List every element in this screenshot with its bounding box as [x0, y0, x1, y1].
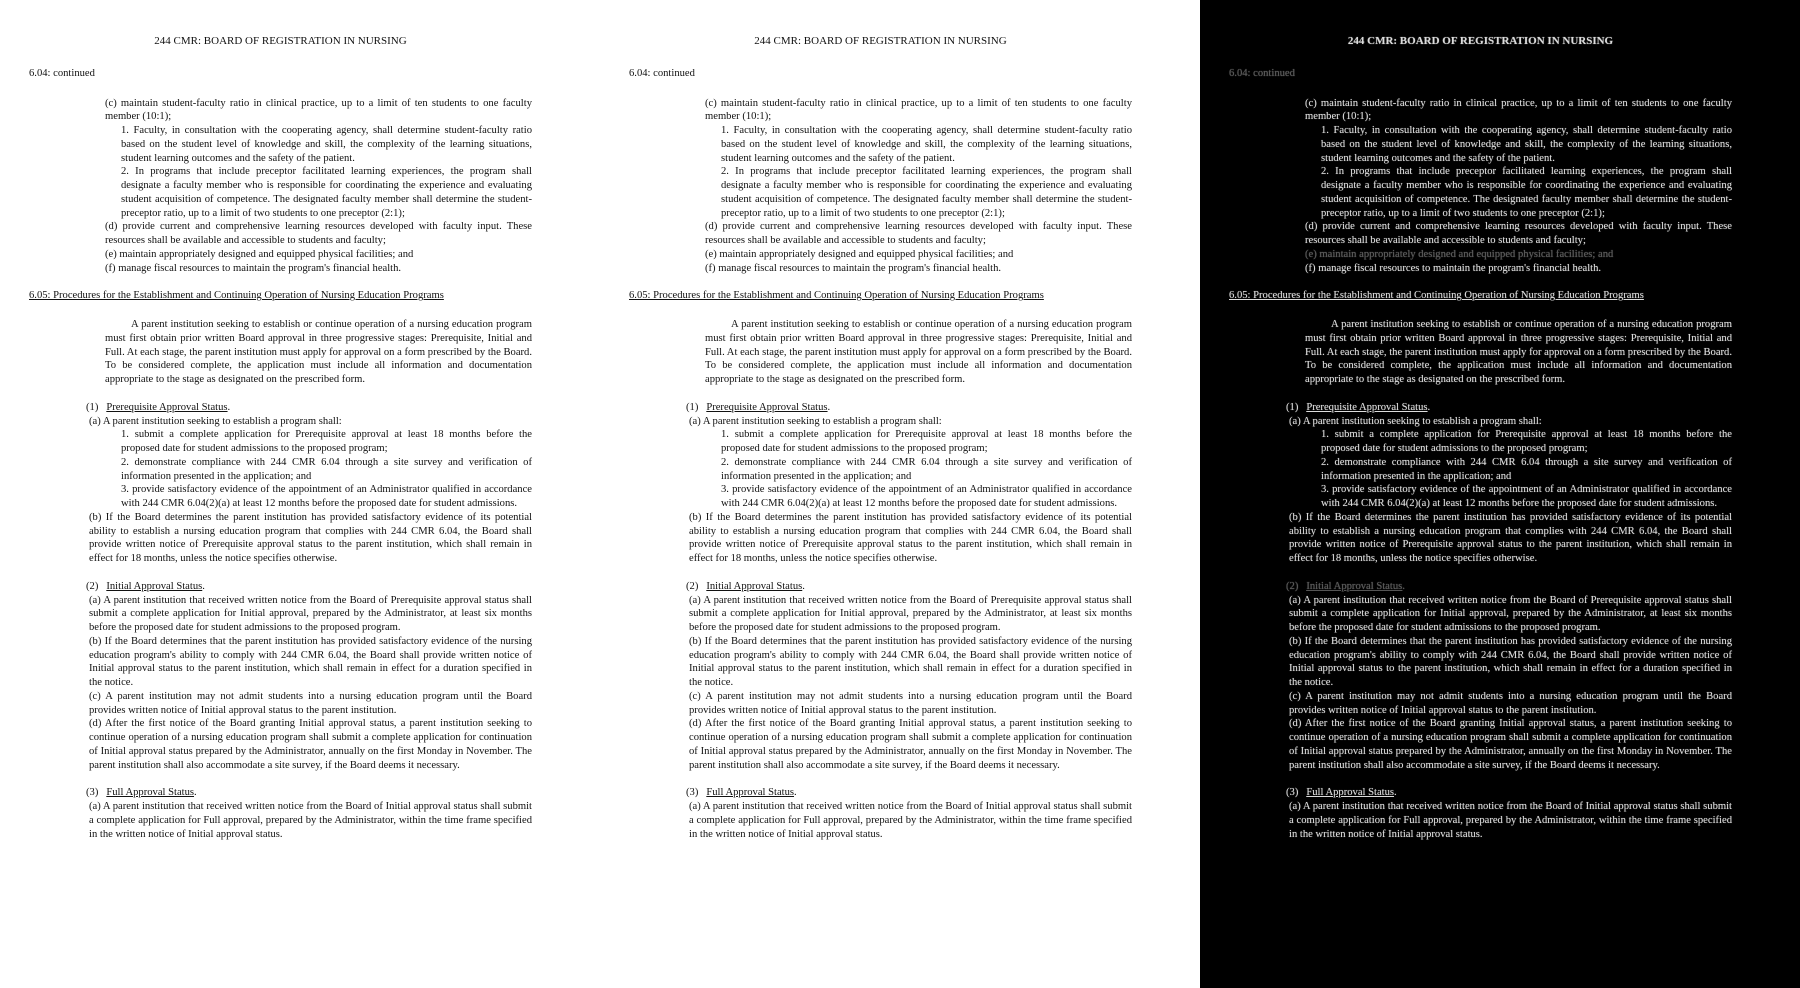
- p1-item-a: (a) A parent institution seeking to establish a program shall:: [1289, 415, 1542, 427]
- section-604-items: [29, 97, 532, 276]
- item-c1: 1. Faculty, in consultation with the cooperating agency, shall determine student-faculty ratio based on the student level of knowledge and skill, the complexity of the learning situations, student learning outcomes and the safety of the patient.: [721, 125, 1132, 164]
- subsection-title: Full Approval Status: [706, 787, 795, 799]
- p1-item-a3: 3. provide satisfactory evidence of the appointment of an Administrator qualified in accordance with 244 CMR 6.04(2)(a) at least 12 months before the proposed date for student admissions.: [721, 484, 1132, 509]
- item-f: (f) manage fiscal resources to maintain the program's financial health.: [105, 262, 402, 274]
- page-panel-original: [0, 0, 600, 988]
- subsection-number: (1): [86, 401, 99, 413]
- section-605-intro: A parent institution seeking to establish or continue operation of a nursing education program must first obtain prior written Board approval in three progressive stages: Prerequisite, Initial and Full. At each stage, the parent institution must apply for approval on a form prescribed by the Board. To be considered complete, the application must include all information and documentation appropriate to the stage as designated on the prescribed form.: [705, 319, 1132, 385]
- p2-item-d: (d) After the first notice of the Board granting Initial approval status, a parent institution seeking to continue operation of a nursing education program shall submit a complete application for continuation of Initial approval status prepared by the Administrator, annually on the first Monday in November. The parent institution shall also accommodate a site survey, if the Board deems it necessary.: [1289, 718, 1732, 771]
- p1-item-a: (a) A parent institution seeking to establish a program shall:: [89, 415, 342, 427]
- p2-item-a: (a) A parent institution that received written notice from the Board of Prerequisite approval status shall submit a complete application for Initial approval, prepared by the Administrator, at least six months before the proposed date for student admissions to the proposed program.: [1289, 594, 1732, 633]
- p3-item-a: (a) A parent institution that received written notice from the Board of Initial approval status shall submit a complete application for Full approval, prepared by the Administrator, within the time frame specified in the written notice of Initial approval status.: [1289, 801, 1732, 840]
- subsection-2-heading: (2) Initial Approval Status.: [1286, 580, 1405, 592]
- section-604-items: [629, 97, 1132, 276]
- p2-item-d: (d) After the first notice of the Board granting Initial approval status, a parent institution seeking to continue operation of a nursing education program shall submit a complete application for continuation of Initial approval status prepared by the Administrator, annually on the first Monday in November. The parent institution shall also accommodate a site survey, if the Board deems it necessary.: [89, 718, 532, 771]
- subsection-number: (3): [86, 787, 99, 799]
- p3-item-a: (a) A parent institution that received written notice from the Board of Initial approval status shall submit a complete application for Full approval, prepared by the Administrator, within the time frame specified in the written notice of Initial approval status.: [89, 801, 532, 840]
- subsection-number: (2): [686, 580, 699, 592]
- p1-item-a: (a) A parent institution seeking to establish a program shall:: [689, 415, 942, 427]
- item-c2: 2. In programs that include preceptor facilitated learning experiences, the program shall designate a faculty member who is responsible for coordinating the experience and evaluating student acquisition of competence. The designated faculty member shall determine the student-preceptor ratio, up to a limit of two students to one preceptor (2:1);: [721, 166, 1132, 219]
- item-c: (c) maintain student-faculty ratio in clinical practice, up to a limit of ten students to one faculty member (10:1);: [705, 97, 1132, 123]
- p2-item-a: (a) A parent institution that received written notice from the Board of Prerequisite approval status shall submit a complete application for Initial approval, prepared by the Administrator, at least six months before the proposed date for student admissions to the proposed program.: [89, 594, 532, 633]
- subsection-title: Prerequisite Approval Status: [706, 401, 828, 413]
- page-panel-copy: [600, 0, 1200, 988]
- p1-item-a1: 1. submit a complete application for Prerequisite approval at least 18 months before the proposed date for student admissions to the proposed program;: [721, 429, 1132, 454]
- subsection-title: Initial Approval Status: [706, 580, 803, 592]
- item-c1: 1. Faculty, in consultation with the cooperating agency, shall determine student-faculty ratio based on the student level of knowledge and skill, the complexity of the learning situations, student learning outcomes and the safety of the patient.: [121, 125, 532, 164]
- subsection-title: Prerequisite Approval Status: [1306, 401, 1428, 413]
- section-605-heading: 6.05: Procedures for the Establishment and Continuing Operation of Nursing Education Programs: [629, 290, 1044, 302]
- p1-item-a2: 2. demonstrate compliance with 244 CMR 6.04 through a site survey and verification of information presented in the application; and: [721, 456, 1132, 482]
- subsection-3-heading: (3) Full Approval Status.: [86, 787, 197, 799]
- item-c1: 1. Faculty, in consultation with the cooperating agency, shall determine student-faculty ratio based on the student level of knowledge and skill, the complexity of the learning situations, student learning outcomes and the safety of the patient.: [1321, 125, 1732, 164]
- subsection-2-body: [29, 594, 532, 773]
- item-c: (c) maintain student-faculty ratio in clinical practice, up to a limit of ten students to one faculty member (10:1);: [105, 97, 532, 123]
- continued-label: 6.04: continued: [29, 67, 95, 79]
- subsection-title: Initial Approval Status: [106, 580, 203, 592]
- p3-item-a: (a) A parent institution that received written notice from the Board of Initial approval status shall submit a complete application for Full approval, prepared by the Administrator, within the time frame specified in the written notice of Initial approval status.: [689, 801, 1132, 840]
- subsection-number: (2): [86, 580, 99, 592]
- item-d: (d) provide current and comprehensive learning resources developed with faculty input. These resources shall be available and accessible to students and faculty;: [105, 221, 532, 246]
- subsection-number: (1): [1286, 401, 1299, 413]
- item-e: (e) maintain appropriately designed and equipped physical facilities; and: [1305, 248, 1614, 260]
- p2-item-b: (b) If the Board determines that the parent institution has provided satisfactory evidence of the nursing education program's ability to comply with 244 CMR 6.04, the Board shall provide written notice of Initial approval status to the parent institution, which shall remain in effect for a duration specified in the notice.: [89, 635, 532, 688]
- p1-item-a1: 1. submit a complete application for Prerequisite approval at least 18 months before the proposed date for student admissions to the proposed program;: [121, 429, 532, 454]
- section-605-heading: 6.05: Procedures for the Establishment and Continuing Operation of Nursing Education Programs: [1229, 290, 1644, 302]
- item-c2: 2. In programs that include preceptor facilitated learning experiences, the program shall designate a faculty member who is responsible for coordinating the experience and evaluating student acquisition of competence. The designated faculty member shall determine the student-preceptor ratio, up to a limit of two students to one preceptor (2:1);: [121, 166, 532, 219]
- p1-item-b: (b) If the Board determines the parent institution has provided satisfactory evidence of its potential ability to establish a nursing education program that complies with 244 CMR 6.04, the Board shall provide written notice of Prerequisite approval status to the parent institution, which shall remain in effect for 18 months, unless the notice specifies otherwise.: [689, 511, 1132, 564]
- p1-item-a1: 1. submit a complete application for Prerequisite approval at least 18 months before the proposed date for student admissions to the proposed program;: [1321, 429, 1732, 454]
- item-c: (c) maintain student-faculty ratio in clinical practice, up to a limit of ten students to one faculty member (10:1);: [1305, 97, 1732, 123]
- subsection-3-body: [629, 800, 1132, 841]
- p2-item-a: (a) A parent institution that received written notice from the Board of Prerequisite approval status shall submit a complete application for Initial approval, prepared by the Administrator, at least six months before the proposed date for student admissions to the proposed program.: [689, 594, 1132, 633]
- subsection-3-heading: (3) Full Approval Status.: [1286, 787, 1397, 799]
- section-605-heading: 6.05: Procedures for the Establishment and Continuing Operation of Nursing Education Programs: [29, 290, 444, 302]
- subsection-2-body: [629, 594, 1132, 773]
- subsection-number: (1): [686, 401, 699, 413]
- item-d: (d) provide current and comprehensive learning resources developed with faculty input. These resources shall be available and accessible to students and faculty;: [705, 221, 1132, 246]
- section-604-items: [1229, 97, 1732, 276]
- p1-item-a3: 3. provide satisfactory evidence of the appointment of an Administrator qualified in accordance with 244 CMR 6.04(2)(a) at least 12 months before the proposed date for student admissions.: [1321, 484, 1732, 509]
- subsection-number: (3): [686, 787, 699, 799]
- subsection-3-body: [29, 800, 532, 841]
- p2-item-b: (b) If the Board determines that the parent institution has provided satisfactory evidence of the nursing education program's ability to comply with 244 CMR 6.04, the Board shall provide written notice of Initial approval status to the parent institution, which shall remain in effect for a duration specified in the notice.: [1289, 635, 1732, 688]
- subsection-1-heading: (1) Prerequisite Approval Status.: [86, 401, 231, 413]
- continued-label: 6.04: continued: [1229, 67, 1295, 79]
- document-page: [629, 35, 1132, 841]
- subsection-2-body: [1229, 594, 1732, 773]
- subsection-title: Full Approval Status: [106, 787, 195, 799]
- document-page: [1229, 35, 1732, 841]
- subsection-title: Initial Approval Status: [1306, 580, 1403, 592]
- p1-item-a3: 3. provide satisfactory evidence of the appointment of an Administrator qualified in accordance with 244 CMR 6.04(2)(a) at least 12 months before the proposed date for student admissions.: [121, 484, 532, 509]
- p1-item-a2: 2. demonstrate compliance with 244 CMR 6.04 through a site survey and verification of information presented in the application; and: [121, 456, 532, 482]
- subsection-1-body: [1229, 415, 1732, 566]
- subsection-3-heading: (3) Full Approval Status.: [686, 787, 797, 799]
- p2-item-d: (d) After the first notice of the Board granting Initial approval status, a parent institution seeking to continue operation of a nursing education program shall submit a complete application for continuation of Initial approval status prepared by the Administrator, annually on the first Monday in November. The parent institution shall also accommodate a site survey, if the Board deems it necessary.: [689, 718, 1132, 771]
- page-header: 244 CMR: BOARD OF REGISTRATION IN NURSING: [754, 35, 1007, 47]
- p2-item-c: (c) A parent institution may not admit students into a nursing education program until the Board provides written notice of Initial approval status to the parent institution.: [1289, 690, 1732, 716]
- subsection-number: (3): [1286, 787, 1299, 799]
- item-c2: 2. In programs that include preceptor facilitated learning experiences, the program shall designate a faculty member who is responsible for coordinating the experience and evaluating student acquisition of competence. The designated faculty member shall determine the student-preceptor ratio, up to a limit of two students to one preceptor (2:1);: [1321, 166, 1732, 219]
- continued-label: 6.04: continued: [629, 67, 695, 79]
- item-e: (e) maintain appropriately designed and equipped physical facilities; and: [105, 248, 414, 260]
- item-f: (f) manage fiscal resources to maintain the program's financial health.: [705, 262, 1002, 274]
- subsection-title: Full Approval Status: [1306, 787, 1395, 799]
- subsection-2-heading: (2) Initial Approval Status.: [686, 580, 805, 592]
- page-header: 244 CMR: BOARD OF REGISTRATION IN NURSING: [1347, 35, 1614, 47]
- subsection-1-heading: (1) Prerequisite Approval Status.: [1286, 401, 1431, 413]
- subsection-number: (2): [1286, 580, 1299, 592]
- item-e: (e) maintain appropriately designed and equipped physical facilities; and: [705, 248, 1014, 260]
- page-header: 244 CMR: BOARD OF REGISTRATION IN NURSING: [154, 35, 407, 47]
- p2-item-c: (c) A parent institution may not admit students into a nursing education program until the Board provides written notice of Initial approval status to the parent institution.: [689, 690, 1132, 716]
- document-page: [29, 35, 532, 841]
- p2-item-b: (b) If the Board determines that the parent institution has provided satisfactory evidence of the nursing education program's ability to comply with 244 CMR 6.04, the Board shall provide written notice of Initial approval status to the parent institution, which shall remain in effect for a duration specified in the notice.: [689, 635, 1132, 688]
- section-605-intro: A parent institution seeking to establish or continue operation of a nursing education program must first obtain prior written Board approval in three progressive stages: Prerequisite, Initial and Full. At each stage, the parent institution must apply for approval on a form prescribed by the Board. To be considered complete, the application must include all information and documentation appropriate to the stage as designated on the prescribed form.: [1305, 319, 1732, 385]
- subsection-1-body: [29, 415, 532, 566]
- section-605-intro: A parent institution seeking to establish or continue operation of a nursing education program must first obtain prior written Board approval in three progressive stages: Prerequisite, Initial and Full. At each stage, the parent institution must apply for approval on a form prescribed by the Board. To be considered complete, the application must include all information and documentation appropriate to the stage as designated on the prescribed form.: [105, 319, 532, 385]
- subsection-title: Prerequisite Approval Status: [106, 401, 228, 413]
- item-f: (f) manage fiscal resources to maintain the program's financial health.: [1305, 262, 1602, 274]
- subsection-3-body: [1229, 800, 1732, 841]
- subsection-2-heading: (2) Initial Approval Status.: [86, 580, 205, 592]
- p1-item-a2: 2. demonstrate compliance with 244 CMR 6.04 through a site survey and verification of information presented in the application; and: [1321, 456, 1732, 482]
- item-d: (d) provide current and comprehensive learning resources developed with faculty input. These resources shall be available and accessible to students and faculty;: [1305, 221, 1732, 246]
- p1-item-b: (b) If the Board determines the parent institution has provided satisfactory evidence of its potential ability to establish a nursing education program that complies with 244 CMR 6.04, the Board shall provide written notice of Prerequisite approval status to the parent institution, which shall remain in effect for 18 months, unless the notice specifies otherwise.: [1289, 511, 1732, 564]
- p2-item-c: (c) A parent institution may not admit students into a nursing education program until the Board provides written notice of Initial approval status to the parent institution.: [89, 690, 532, 716]
- subsection-1-body: [629, 415, 1132, 566]
- subsection-1-heading: (1) Prerequisite Approval Status.: [686, 401, 831, 413]
- page-panel-inverted: [1200, 0, 1800, 988]
- p1-item-b: (b) If the Board determines the parent institution has provided satisfactory evidence of its potential ability to establish a nursing education program that complies with 244 CMR 6.04, the Board shall provide written notice of Prerequisite approval status to the parent institution, which shall remain in effect for 18 months, unless the notice specifies otherwise.: [89, 511, 532, 564]
